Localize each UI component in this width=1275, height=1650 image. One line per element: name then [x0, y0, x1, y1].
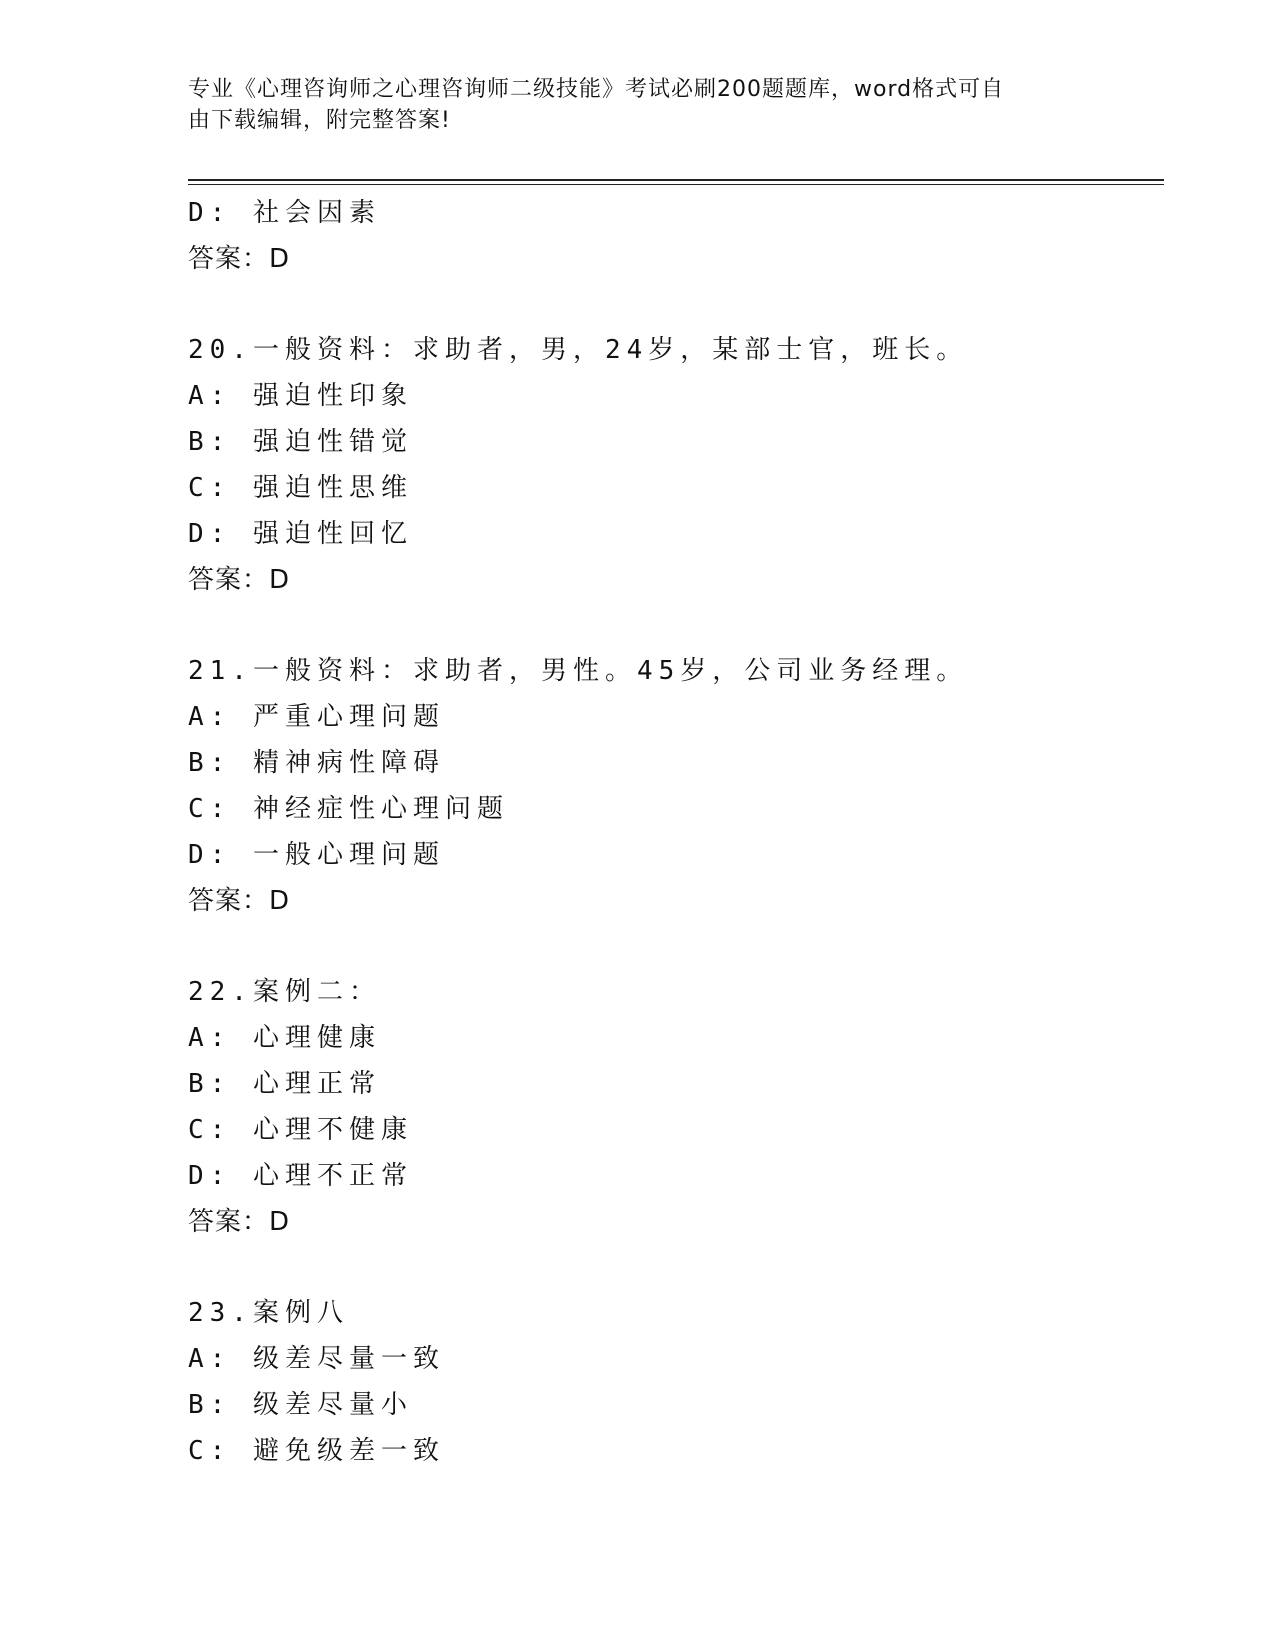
header-line-2: 由下载编辑，附完整答案!	[188, 108, 451, 133]
option-b: B: 强迫性错觉	[188, 427, 413, 457]
option-a: A: 强迫性印象	[188, 381, 413, 411]
question-block	[188, 969, 1164, 1245]
spacer	[188, 924, 1164, 969]
spacer	[188, 1245, 1164, 1290]
header-divider-thin	[188, 184, 1164, 185]
document-header	[188, 74, 1068, 136]
question-block	[188, 1290, 1164, 1474]
question-stem: 21.一般资料：求助者，男性。45岁，公司业务经理。	[188, 656, 969, 686]
answer: 答案：D	[188, 886, 291, 916]
option-c: C: 强迫性思维	[188, 473, 413, 503]
question-block	[188, 648, 1164, 924]
spacer	[188, 282, 1164, 327]
option-a: A: 严重心理问题	[188, 702, 445, 732]
option-d: D: 强迫性回忆	[188, 519, 413, 549]
option-c: C: 神经症性心理问题	[188, 794, 509, 824]
question-stem: 20.一般资料：求助者，男，24岁，某部士官，班长。	[188, 335, 969, 365]
option-c: C: 心理不健康	[188, 1115, 413, 1145]
answer: 答案：D	[188, 1207, 291, 1237]
option-b: B: 精神病性障碍	[188, 748, 445, 778]
spacer	[188, 603, 1164, 648]
answer: 答案：D	[188, 244, 291, 274]
document-body	[188, 190, 1164, 1474]
answer: 答案：D	[188, 565, 291, 595]
option-d: D: 社会因素	[188, 198, 381, 228]
option-a: A: 心理健康	[188, 1023, 381, 1053]
option-d: D: 心理不正常	[188, 1161, 413, 1191]
header-divider-thick	[188, 179, 1164, 181]
question-stem: 23.案例八	[188, 1298, 349, 1328]
question-stem: 22.案例二：	[188, 977, 381, 1007]
option-b: B: 心理正常	[188, 1069, 381, 1099]
option-b: B: 级差尽量小	[188, 1390, 413, 1420]
option-a: A: 级差尽量一致	[188, 1344, 445, 1374]
question-block	[188, 327, 1164, 603]
header-line-1: 专业《心理咨询师之心理咨询师二级技能》考试必刷200题题库，word格式可自	[188, 77, 1005, 102]
option-d: D: 一般心理问题	[188, 840, 445, 870]
option-c: C: 避免级差一致	[188, 1436, 445, 1466]
